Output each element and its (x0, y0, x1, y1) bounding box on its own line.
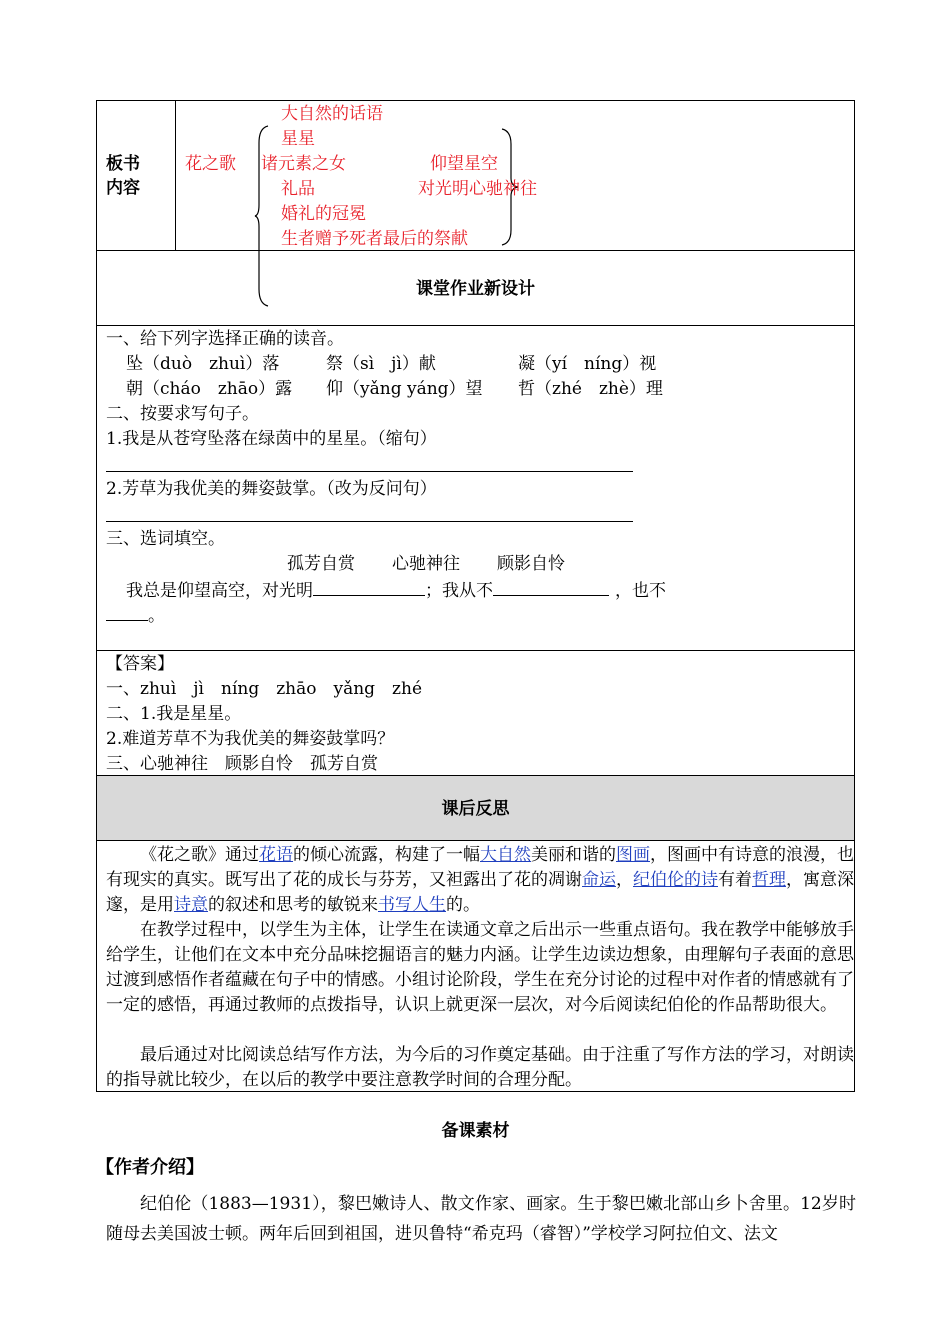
link-shiyi[interactable]: 诗意 (174, 895, 208, 915)
row-line (96, 650, 855, 651)
board-label-1: 板书 (106, 154, 140, 174)
link-daziran[interactable]: 大自然 (480, 845, 531, 865)
text: 美丽和谐的 (531, 845, 616, 865)
blank-1[interactable] (313, 577, 425, 596)
board-title: 花之歌 (185, 154, 236, 174)
answer-line: 一、zhuì jì níng zhāo yǎng zhé (106, 679, 423, 699)
answer-title: 【答案】 (106, 654, 174, 674)
board-item: 礼品 (281, 179, 315, 199)
q2-item-1: 1.我是从苍穹坠落在绿茵中的星星。（缩句） (106, 429, 437, 449)
row-line (96, 325, 855, 326)
answer-line: 三、心驰神往 顾影自怜 孤芳自赏 (106, 754, 378, 774)
text: ， (616, 870, 633, 890)
q3-s2: ；我从不 (425, 581, 493, 601)
board-item: 诸元素之女 (261, 154, 346, 174)
link-huayu[interactable]: 花语 (259, 845, 293, 865)
table-border-right (854, 100, 855, 1092)
reflection-paragraph-2: 在教学过程中，以学生为主体，让学生在读通文章之后出示一些重点语句。我在教学中能够放手给学生，让他们在文本中充分品味挖掘语言的魅力内涵。让学生边读边想象，由理解句子表面的意思过渡到感悟作者蕴藏在句子中的情感。小组讨论阶段，学生在充分讨论的过程中对作者的情感就有了一定的感悟，再通过教师的点拨指导，认识上就更深一层次，对今后阅读纪伯伦的作品帮助很大。 (106, 920, 854, 1015)
q3-s3: ，也不 (615, 581, 666, 601)
q3-sentence (126, 577, 666, 603)
board-divider (175, 100, 176, 250)
blank-3[interactable] (106, 602, 148, 621)
answer-line-2[interactable] (106, 521, 633, 522)
link-tuhua[interactable]: 图画 (616, 845, 650, 865)
homework-title: 课堂作业新设计 (416, 279, 535, 299)
author-heading: 【作者介绍】 (96, 1157, 204, 1178)
answer-line: 2.难道芳草不为我优美的舞姿鼓掌吗？ (106, 729, 395, 749)
materials-title: 备课素材 (441, 1121, 510, 1141)
board-right-item: 仰望星空 (430, 154, 498, 174)
q1-title: 一、给下列字选择正确的读音。 (106, 329, 344, 349)
text: ，图画中有诗意的浪漫，也有现实的真实。既写出了花的成长与芬芳，又袒露出了花的凋谢 (106, 845, 854, 890)
q1-item: 哲（zhé zhè）理 (518, 379, 663, 399)
board-label-2: 内容 (106, 178, 140, 198)
text: 的倾心流露，构建了一幅 (293, 845, 480, 865)
text: 《花之歌》通过 (140, 845, 259, 865)
board-item: 星星 (281, 129, 315, 149)
q3-s4: 。 (148, 606, 165, 626)
q3-s1: 我总是仰望高空，对光明 (126, 581, 313, 601)
link-jibolun[interactable]: 纪伯伦的诗 (633, 870, 718, 890)
link-zheli[interactable]: 哲理 (752, 870, 786, 890)
answer-line-1[interactable] (106, 471, 633, 472)
board-item: 生者赠予死者最后的祭献 (281, 229, 468, 249)
text: 的叙述和思考的敏锐来 (208, 895, 378, 915)
q3-word: 顾影自怜 (497, 554, 565, 574)
q3-word: 心驰神往 (392, 554, 460, 574)
text: 有着 (718, 870, 752, 890)
q1-item: 坠（duò zhuì）落 (126, 354, 280, 374)
board-right-item: 对光明心驰神往 (418, 179, 537, 199)
link-mingyun[interactable]: 命运 (582, 870, 616, 890)
q3-sentence-end (106, 602, 165, 628)
text: 的。 (446, 895, 480, 915)
blank-2[interactable] (493, 577, 609, 596)
row-line (96, 250, 855, 251)
table-border-top (96, 100, 855, 101)
answer-line: 二、1.我是星星。 (106, 704, 242, 724)
q1-item: 仰（yǎng yáng）望 (326, 379, 483, 399)
q3-title: 三、选词填空。 (106, 529, 225, 549)
table-border-left (96, 100, 97, 1092)
q1-item: 凝（yí níng）视 (518, 354, 657, 374)
board-item: 大自然的话语 (281, 104, 383, 124)
q1-item: 朝（cháo zhāo）露 (126, 379, 293, 399)
link-shuxierensheng[interactable]: 书写人生 (378, 895, 446, 915)
q2-title: 二、按要求写句子。 (106, 404, 259, 424)
reflection-paragraph-1 (106, 843, 854, 918)
board-item: 婚礼的冠冕 (281, 204, 366, 224)
q2-item-2: 2.芳草为我优美的舞姿鼓掌。（改为反问句） (106, 479, 437, 499)
reflection-paragraph-3: 最后通过对比阅读总结写作方法，为今后的习作奠定基础。由于注重了写作方法的学习，对朗读的指导就比较少，在以后的教学中要注意教学时间的合理分配。 (106, 1045, 854, 1090)
row-line (96, 840, 855, 841)
reflection-title: 课后反思 (441, 799, 510, 819)
q3-word: 孤芳自赏 (287, 554, 355, 574)
q1-item: 祭（sì jì）献 (326, 354, 436, 374)
text: ，寓意深邃，是用 (106, 870, 854, 915)
author-bio: 纪伯伦（1883—1931），黎巴嫩诗人、散文作家、画家。生于黎巴嫩北部山乡卜舍里。12岁时随母去美国波士顿。两年后回到祖国，进贝鲁特“希克玛（睿智）”学校学习阿拉伯文、法文 (106, 1194, 856, 1244)
